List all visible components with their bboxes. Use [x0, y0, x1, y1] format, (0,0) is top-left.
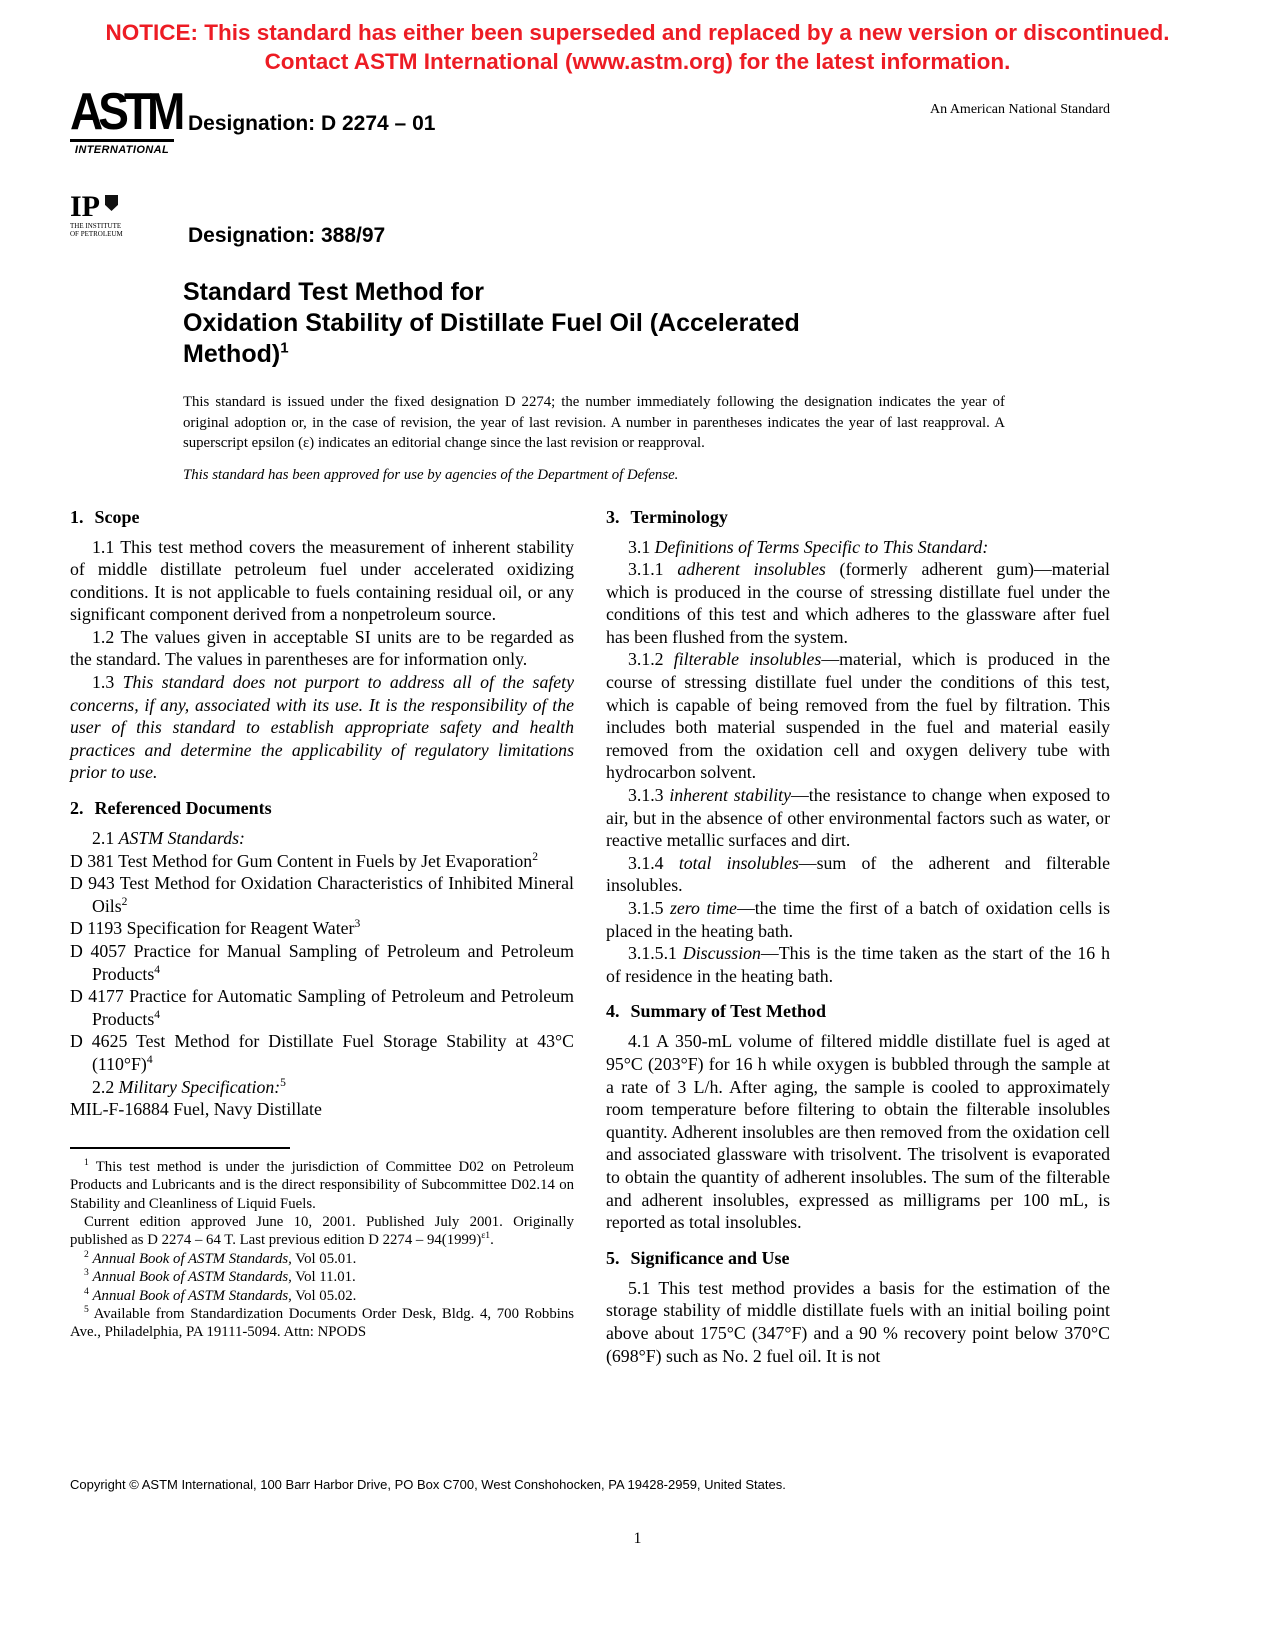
- footnote-list: [70, 1158, 574, 1342]
- paragraph: 3.1.1 adherent insolubles (formerly adherent gum)—material which is produced in the course of stressing distillate fuel under the conditions of this test and which adheres to the glassware after fuel has been flushed from the system.: [606, 559, 1110, 647]
- body-columns: [70, 506, 1110, 1368]
- ip-logo-subtext: THE INSTITUTE OF PETROLEUM: [70, 222, 123, 238]
- paragraph: 2.1 ASTM Standards:: [92, 828, 245, 849]
- title-line-3: Method)$^1$: [183, 339, 289, 368]
- title-line-2: Oxidation Stability of Distillate Fuel Oil (Accelerated: [183, 309, 800, 337]
- section-heading: 3. Terminology: [606, 506, 728, 527]
- ip-crest-icon: [105, 195, 118, 211]
- paragraph: 1.2 The values given in acceptable SI units are to be regarded as the standard. The values in parentheses are for information only.: [70, 626, 574, 670]
- left-column-sections: [70, 506, 574, 1121]
- institute-of-petroleum-logo: [70, 192, 180, 238]
- right-column-sections: [606, 506, 1110, 1368]
- section-heading: 1. Scope: [70, 506, 140, 527]
- footnote: $^2$ Annual Book of ASTM Standards, Vol 05.01.: [84, 1248, 357, 1267]
- section-heading: 5. Significance and Use: [606, 1247, 790, 1268]
- supersession-notice: [0, 0, 1275, 76]
- paragraph: 3.1 Definitions of Terms Specific to This Standard:: [628, 536, 989, 557]
- astm-logo-letters: ASTM: [70, 82, 181, 141]
- paragraph: D 4177 Practice for Automatic Sampling of Petroleum and Petroleum Products$^4$: [70, 986, 574, 1029]
- footnotes: [70, 1147, 574, 1342]
- issuance-note: This standard is issued under the fixed designation D 2274; the number immediately following the designation indicates the year of original adoption or, in the case of revision, the year of last revision. A number in parentheses indicates the year of last reapproval. A superscript epsilon (ε) indicates an editorial change since the last revision or reapproval.: [183, 394, 1005, 451]
- footnote: $^3$ Annual Book of ASTM Standards, Vol 11.01.: [84, 1267, 356, 1286]
- paragraph: 3.1.5 zero time—the time the first of a batch of oxidation cells is placed in the heating bath.: [606, 898, 1111, 941]
- dod-approval-note: This standard has been approved for use by agencies of the Department of Defense.: [183, 466, 679, 483]
- designation-astm: Designation: D 2274 – 01: [188, 112, 436, 135]
- right-column: [606, 506, 1110, 1368]
- footnote-rule: [70, 1147, 290, 1149]
- notice-line-2: Contact ASTM International (www.astm.org) for the latest information.: [264, 49, 1011, 74]
- document-title: [183, 277, 983, 370]
- footnote: Current edition approved June 10, 2001. Published July 2001. Originally published as D 2274 – 64 T. Last previous edition D $2274 - 94(1999)^{\varepsilon 1}$.: [70, 1213, 574, 1249]
- left-column: [70, 506, 574, 1368]
- footnote: $^4$ Annual Book of ASTM Standards, Vol 05.02.: [84, 1285, 357, 1304]
- paragraph: D 381 Test Method for Gum Content in Fuels by Jet Evaporation$^2$: [70, 849, 538, 871]
- paragraph: D 1193 Specification for Reagent Water$^3$: [70, 917, 361, 939]
- footnote: $^1$ This test method is under the jurisdiction of Committee D02 on Petroleum Products and Lubricants and is the direct responsibility of Subcommittee D02.14 on Stability and Cleanliness of Liquid Fuels.: [70, 1156, 574, 1212]
- document-header: [70, 82, 1110, 261]
- designation-ip: Designation: 388/97: [188, 224, 386, 247]
- ip-logo-letters: IP: [70, 190, 100, 223]
- paragraph: D 943 Test Method for Oxidation Characteristics of Inhibited Mineral Oils$^2$: [70, 873, 574, 916]
- title-line-1: Standard Test Method for: [183, 278, 484, 306]
- title-footnote-marker: 1: [280, 339, 289, 357]
- paragraph: D 4625 Test Method for Distillate Fuel Storage Stability at 43°C $(110^\circ F)^4$: [70, 1031, 574, 1074]
- paragraph: 3.1.5.1 Discussion—This is the time taken as the start of the 16 h of residence in the heating bath.: [606, 943, 1111, 986]
- paragraph: 2.2 Military Specification:$^5$: [92, 1075, 286, 1097]
- paragraph: 1.3 This standard does not purport to address all of the safety concerns, if any, associated with its use. It is the responsibility of the user of this standard to establish appropriate safety and health practices and determine the applicability of regulatory limitations prior to use.: [70, 672, 575, 783]
- paragraph: 4.1 A 350-mL volume of filtered middle distillate fuel is aged at 95°C (203°F) for 16 h while oxygen is bubbled through the sample at a rate of 3 L/h. After aging, the sample is cooled to approximately room temperature before filtering to obtain the filterable insolubles quantity. Adherent insolubles are then removed from the oxidation cell and associated glassware with trisolvent. The trisolvent is evaporated to obtain the quantity of adherent insolubles. The sum of the filterable and adherent insolubles, expressed as milligrams per 100 mL, is reported as total insolubles.: [606, 1031, 1110, 1233]
- paragraph: D 4057 Practice for Manual Sampling of Petroleum and Petroleum Products$^4$: [70, 941, 574, 984]
- paragraph: 3.1.4 total insolubles—sum of the adherent and filterable insolubles.: [606, 852, 1110, 896]
- notice-line-1: NOTICE: This standard has either been superseded and replaced by a new version or discontinued.: [105, 20, 1170, 45]
- copyright-line: Copyright © ASTM International, 100 Barr Harbor Drive, PO Box C700, West Conshohocken, PA 19428-2959, United States.: [70, 1477, 786, 1492]
- page-number: 1: [633, 1530, 642, 1547]
- section-heading: 2. Referenced Documents: [70, 798, 272, 819]
- astm-logo-international: INTERNATIONAL: [74, 144, 170, 156]
- paragraph: 1.1 This test method covers the measurement of inherent stability of middle distillate petroleum fuel under accelerated oxidizing conditions. It is not applicable to fuels containing residual oil, or any significant component derived from a nonpetroleum source.: [70, 536, 574, 625]
- paragraph: 5.1 This test method provides a basis for the estimation of the storage stability of middle distillate fuels with an initial boiling point above about 175°C (347°F) and a 90 % recovery point below 370°C (698°F) such as No. 2 fuel oil. It is not: [606, 1277, 1110, 1366]
- paragraph: 3.1.2 filterable insolubles—material, which is produced in the course of stressing distillate fuel under the conditions of this test, which is capable of being removed from the fuel by filtration. This includes both material suspended in the fuel and material easily removed from the oxidation cell and oxygen delivery tube with hydrocarbon solvent.: [606, 649, 1111, 783]
- american-national-standard-label: An American National Standard: [929, 102, 1110, 117]
- section-heading: 4. Summary of Test Method: [606, 1001, 827, 1022]
- paragraph: 3.1.3 inherent stability—the resistance to change when exposed to air, but in the absence of other environmental factors such as water, or reactive metallic surfaces and dirt.: [606, 785, 1110, 851]
- footnote: $^5$ Available from Standardization Documents Order Desk, Bldg. 4, 700 Robbins Ave., Philadelphia, PA 19111-5094. Attn: NPODS: [70, 1304, 574, 1341]
- paragraph: MIL-F-16884 Fuel, Navy Distillate: [70, 1099, 322, 1120]
- astm-logo: [70, 82, 181, 156]
